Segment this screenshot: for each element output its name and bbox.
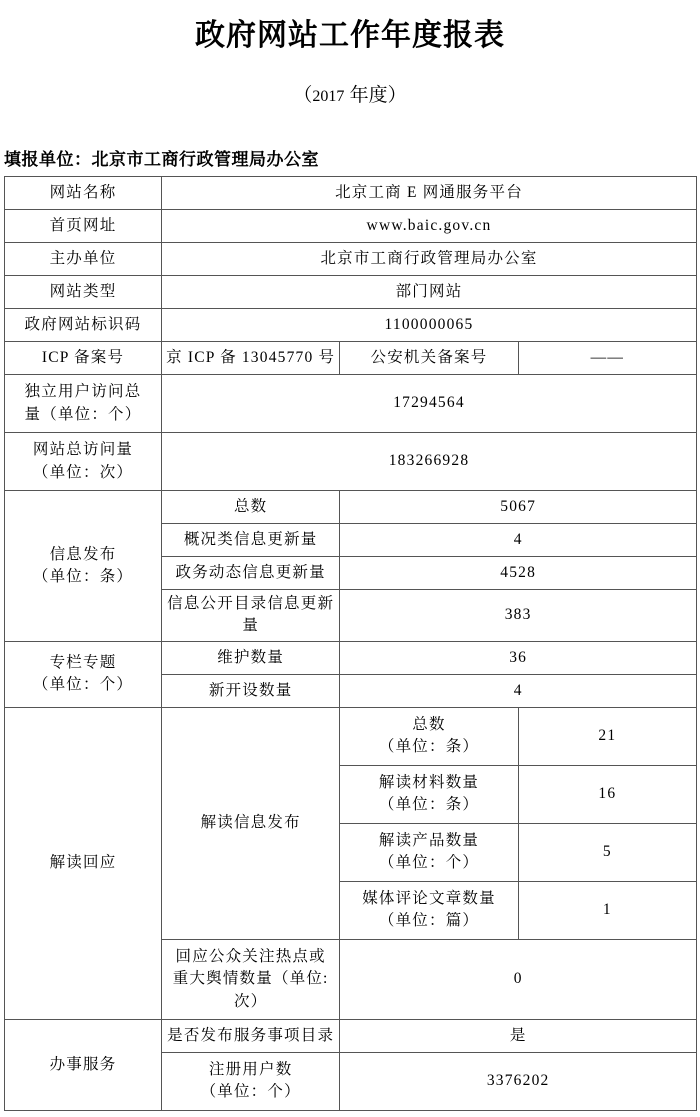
label-line-2: （单位：条） bbox=[378, 796, 480, 814]
row-value-icp: 京 ICP 备 13045770 号 bbox=[162, 342, 340, 375]
label-line-1: 解读材料数量 bbox=[378, 773, 480, 791]
label-line-1: 媒体评论文章数量 bbox=[362, 889, 496, 907]
label-line-1: 注册用户数 bbox=[208, 1060, 293, 1078]
subrow-value-newly-opened-count: 4 bbox=[340, 674, 697, 707]
subrow-value-disclosure-catalog-updates: 383 bbox=[340, 590, 697, 642]
row-value-total-visits: 183266928 bbox=[162, 433, 697, 491]
page-title: 政府网站工作年度报表 bbox=[195, 19, 505, 52]
subrow-label-disclosure-catalog-updates: 信息公开目录信息更新量 bbox=[162, 590, 340, 642]
label-line-2: （单位：条） bbox=[378, 738, 480, 756]
subrow-label-registered-users bbox=[162, 1052, 340, 1110]
table-row bbox=[5, 210, 697, 243]
subrow-value-interp-materials: 16 bbox=[518, 765, 696, 823]
subrow-label-newly-opened-count: 新开设数量 bbox=[162, 674, 340, 707]
table-row bbox=[5, 641, 697, 674]
table-row bbox=[5, 491, 697, 524]
label-line-1: 回应公众关注热点或 bbox=[175, 947, 326, 965]
row-value-site-name: 北京工商 E 网通服务平台 bbox=[162, 177, 697, 210]
row-label-service: 办事服务 bbox=[5, 1019, 162, 1110]
subrow-label-public-hotspot-response bbox=[162, 939, 340, 1019]
row-value-homepage-url: www.baic.gov.cn bbox=[162, 210, 697, 243]
row-label-special-columns bbox=[5, 641, 162, 707]
table-row bbox=[5, 177, 697, 210]
table-row bbox=[5, 1019, 697, 1052]
label-line-1: 专栏专题 bbox=[49, 653, 117, 671]
table-row bbox=[5, 433, 697, 491]
label-line-3: 次） bbox=[233, 992, 268, 1010]
subrow-value-info-total: 5067 bbox=[340, 491, 697, 524]
subrow-value-government-dynamic-updates: 4528 bbox=[340, 557, 697, 590]
label-line-2: （单位：次） bbox=[32, 463, 134, 481]
subrow-label-interp-products bbox=[340, 823, 518, 881]
row-label-site-id-code: 政府网站标识码 bbox=[5, 309, 162, 342]
subrow-value-service-catalog-published: 是 bbox=[340, 1019, 697, 1052]
subrow-value-overview-updates: 4 bbox=[340, 524, 697, 557]
label-line-1: 独立用户访问总 bbox=[24, 383, 142, 401]
subrow-value-public-hotspot-response: 0 bbox=[340, 939, 697, 1019]
subrow-label-government-dynamic-updates: 政务动态信息更新量 bbox=[162, 557, 340, 590]
label-line-1: 网站总访问量 bbox=[32, 441, 134, 459]
subrow-value-interp-products: 5 bbox=[518, 823, 696, 881]
row-value-unique-visitors: 17294564 bbox=[162, 375, 697, 433]
report-page bbox=[0, 18, 700, 1117]
subrow-label-interp-materials bbox=[340, 765, 518, 823]
subrow-label-overview-updates: 概况类信息更新量 bbox=[162, 524, 340, 557]
row-label-police-record: 公安机关备案号 bbox=[340, 342, 518, 375]
subrow-label-maintained-count: 维护数量 bbox=[162, 641, 340, 674]
table-row bbox=[5, 243, 697, 276]
row-value-site-type: 部门网站 bbox=[162, 276, 697, 309]
label-line-1: 总数 bbox=[412, 715, 446, 733]
label-line-2: （单位：个） bbox=[32, 676, 134, 694]
subrow-value-media-commentary: 1 bbox=[518, 881, 696, 939]
label-line-2: （单位：篇） bbox=[378, 912, 480, 930]
subtitle-open-paren: （ bbox=[293, 85, 313, 106]
filler-unit-label: 填报单位：北京市工商行政管理局办公室 bbox=[4, 150, 319, 169]
row-label-homepage-url: 首页网址 bbox=[5, 210, 162, 243]
table-row bbox=[5, 342, 697, 375]
label-line-1: 解读产品数量 bbox=[378, 831, 480, 849]
row-label-icp: ICP 备案号 bbox=[5, 342, 162, 375]
subrow-label-interp-total bbox=[340, 707, 518, 765]
table-row bbox=[5, 309, 697, 342]
row-label-site-name: 网站名称 bbox=[5, 177, 162, 210]
subtitle-unit: 年度 bbox=[344, 85, 388, 106]
row-label-site-type: 网站类型 bbox=[5, 276, 162, 309]
label-line-2: （单位：条） bbox=[32, 567, 134, 585]
row-label-interpretation-response: 解读回应 bbox=[5, 707, 162, 1019]
row-value-police-record: —— bbox=[518, 342, 696, 375]
annual-report-table bbox=[4, 176, 697, 1111]
table-row bbox=[5, 276, 697, 309]
row-label-total-visits bbox=[5, 433, 162, 491]
row-value-site-id-code: 1100000065 bbox=[162, 309, 697, 342]
subtitle-close-paren: ） bbox=[387, 85, 407, 106]
row-value-host-unit: 北京市工商行政管理局办公室 bbox=[162, 243, 697, 276]
label-line-2: 重大舆情数量（单位: bbox=[172, 970, 329, 988]
label-line-2: （单位：个） bbox=[378, 854, 480, 872]
report-period-subtitle bbox=[0, 80, 700, 107]
subrow-label-info-total: 总数 bbox=[162, 491, 340, 524]
subrow-value-registered-users: 3376202 bbox=[340, 1052, 697, 1110]
subrow-value-maintained-count: 36 bbox=[340, 641, 697, 674]
row-label-info-publish bbox=[5, 491, 162, 642]
report-year: 2017 bbox=[312, 88, 345, 105]
table-row bbox=[5, 707, 697, 765]
subrow-label-media-commentary bbox=[340, 881, 518, 939]
label-line-2: 量（单位：个） bbox=[24, 405, 142, 423]
row-label-unique-visitors bbox=[5, 375, 162, 433]
row-label-host-unit: 主办单位 bbox=[5, 243, 162, 276]
label-line-2: （单位：个） bbox=[200, 1083, 301, 1101]
subrow-label-service-catalog-published: 是否发布服务事项目录 bbox=[162, 1019, 340, 1052]
label-line-1: 信息发布 bbox=[49, 545, 117, 563]
group-label-interpretation-publish: 解读信息发布 bbox=[162, 707, 340, 939]
subrow-value-interp-total: 21 bbox=[518, 707, 696, 765]
table-row bbox=[5, 375, 697, 433]
